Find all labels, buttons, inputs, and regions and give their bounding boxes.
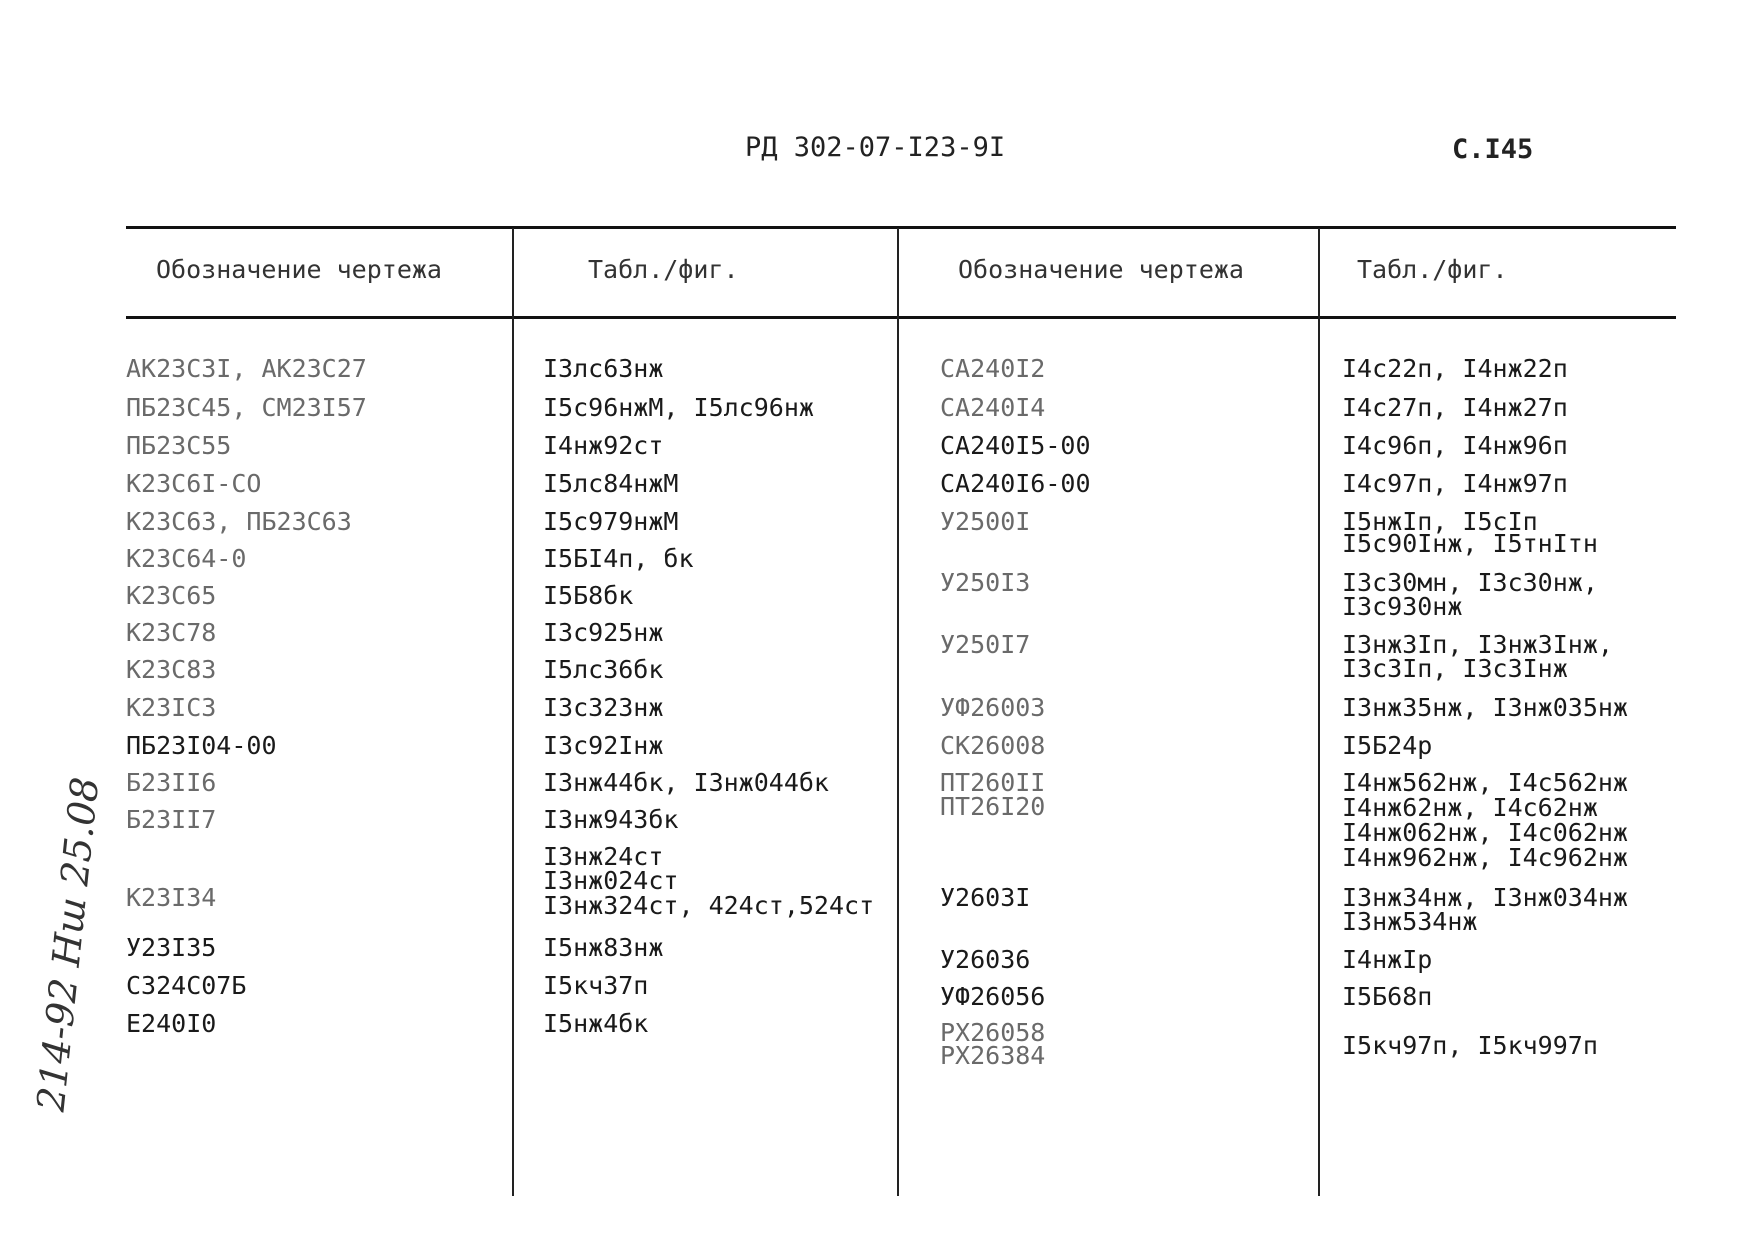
- list-item: I5с979нжМ: [543, 507, 679, 536]
- list-item: ПТ26I20: [940, 792, 1046, 821]
- list-item: I5нж83нж: [543, 933, 664, 962]
- list-item: С324С07Б: [126, 971, 247, 1000]
- column-divider-2: [897, 228, 899, 1196]
- list-item: К23С65: [126, 581, 217, 610]
- table-top-rule: [126, 226, 1676, 229]
- list-item: I3нж534нж: [1342, 907, 1478, 936]
- list-item: ПБ23С45, СМ23I57: [126, 393, 367, 422]
- list-item: АК23С3I, АК23С27: [126, 354, 367, 383]
- list-item: I5с90Iнж, I5тнIтн: [1342, 529, 1598, 558]
- list-item: К23С64-0: [126, 544, 247, 573]
- list-item: ПБ23I04-00: [126, 731, 277, 760]
- column-header-designation-left: Обозначение чертежа: [156, 255, 442, 284]
- list-item: К23I34: [126, 883, 217, 912]
- page-number: С.I45: [1452, 134, 1534, 165]
- list-item: I5БI4п, бк: [543, 544, 694, 573]
- list-item: I4нж562нж, I4с562нж: [1342, 768, 1628, 797]
- list-item: Е240I0: [126, 1009, 217, 1038]
- list-item: I3нж324ст, 424ст,524ст: [543, 891, 875, 920]
- list-item: К23С83: [126, 655, 217, 684]
- list-item: Б23II6: [126, 768, 217, 797]
- list-item: ПТ260II: [940, 768, 1046, 797]
- list-item: СА240I4: [940, 393, 1046, 422]
- list-item: I5кч37п: [543, 971, 649, 1000]
- list-item: РХ26384: [940, 1041, 1046, 1070]
- list-item: I3лс63нж: [543, 354, 664, 383]
- list-item: I3нж3Iп, I3нж3Iнж,: [1342, 630, 1613, 659]
- list-item: У250I3: [940, 568, 1031, 597]
- list-item: У250I7: [940, 630, 1031, 659]
- list-item: I3нж35нж, I3нж035нж: [1342, 693, 1628, 722]
- list-item: I5нж4бк: [543, 1009, 649, 1038]
- column-header-table-left: Табл./фиг.: [588, 255, 739, 284]
- list-item: ПБ23С55: [126, 431, 232, 460]
- list-item: I5Б68п: [1342, 982, 1433, 1011]
- column-header-designation-right: Обозначение чертежа: [958, 255, 1244, 284]
- list-item: I4нжIр: [1342, 945, 1433, 974]
- list-item: К23С63, ПБ23С63: [126, 507, 352, 536]
- list-item: У2603I: [940, 883, 1031, 912]
- list-item: СА240I2: [940, 354, 1046, 383]
- list-item: У2500I: [940, 507, 1031, 536]
- list-item: I3нж44бк, I3нж044бк: [543, 768, 829, 797]
- list-item: У23I35: [126, 933, 217, 962]
- list-item: I3с92Iнж: [543, 731, 664, 760]
- list-item: I3с925нж: [543, 618, 664, 647]
- column-divider-1: [512, 228, 514, 1196]
- list-item: I5Б8бк: [543, 581, 634, 610]
- list-item: I3с323нж: [543, 693, 664, 722]
- list-item: I5кч97п, I5кч997п: [1342, 1031, 1598, 1060]
- list-item: I3нж34нж, I3нж034нж: [1342, 883, 1628, 912]
- handwritten-margin-note: 214-92 Нш 25.08: [28, 775, 108, 1114]
- list-item: I5лс84нжМ: [543, 469, 679, 498]
- list-item: I5лс36бк: [543, 655, 664, 684]
- column-header-table-right: Табл./фиг.: [1357, 255, 1508, 284]
- list-item: I5с96нжМ, I5лс96нж: [543, 393, 814, 422]
- list-item: I3с30мн, I3с30нж,: [1342, 568, 1598, 597]
- list-item: I5Б24р: [1342, 731, 1433, 760]
- list-item: I3с930нж: [1342, 592, 1463, 621]
- list-item: К23IС3: [126, 693, 217, 722]
- list-item: I3с3Iп, I3с3Iнж: [1342, 654, 1568, 683]
- list-item: К23С6I-СО: [126, 469, 262, 498]
- list-item: I4с27п, I4нж27п: [1342, 393, 1568, 422]
- list-item: I4нж62нж, I4с62нж: [1342, 793, 1598, 822]
- list-item: I3нж024ст: [543, 866, 679, 895]
- list-item: УФ26003: [940, 693, 1046, 722]
- list-item: I4с97п, I4нж97п: [1342, 469, 1568, 498]
- list-item: I4нж92ст: [543, 431, 664, 460]
- column-divider-3: [1318, 228, 1320, 1196]
- list-item: I4с22п, I4нж22п: [1342, 354, 1568, 383]
- list-item: I4нж062нж, I4с062нж: [1342, 818, 1628, 847]
- list-item: РХ26058: [940, 1018, 1046, 1047]
- list-item: Б23II7: [126, 805, 217, 834]
- document-code: РД 302-07-I23-9I: [745, 132, 1006, 163]
- list-item: У26036: [940, 945, 1031, 974]
- list-item: I4с96п, I4нж96п: [1342, 431, 1568, 460]
- list-item: К23С78: [126, 618, 217, 647]
- table-header-rule: [126, 316, 1676, 319]
- list-item: СК26008: [940, 731, 1046, 760]
- list-item: I5нжIп, I5сIп: [1342, 507, 1538, 536]
- list-item: СА240I5-00: [940, 431, 1091, 460]
- list-item: I3нж943бк: [543, 805, 679, 834]
- list-item: УФ26056: [940, 982, 1046, 1011]
- list-item: I3нж24ст: [543, 842, 664, 871]
- list-item: СА240I6-00: [940, 469, 1091, 498]
- list-item: I4нж962нж, I4с962нж: [1342, 843, 1628, 872]
